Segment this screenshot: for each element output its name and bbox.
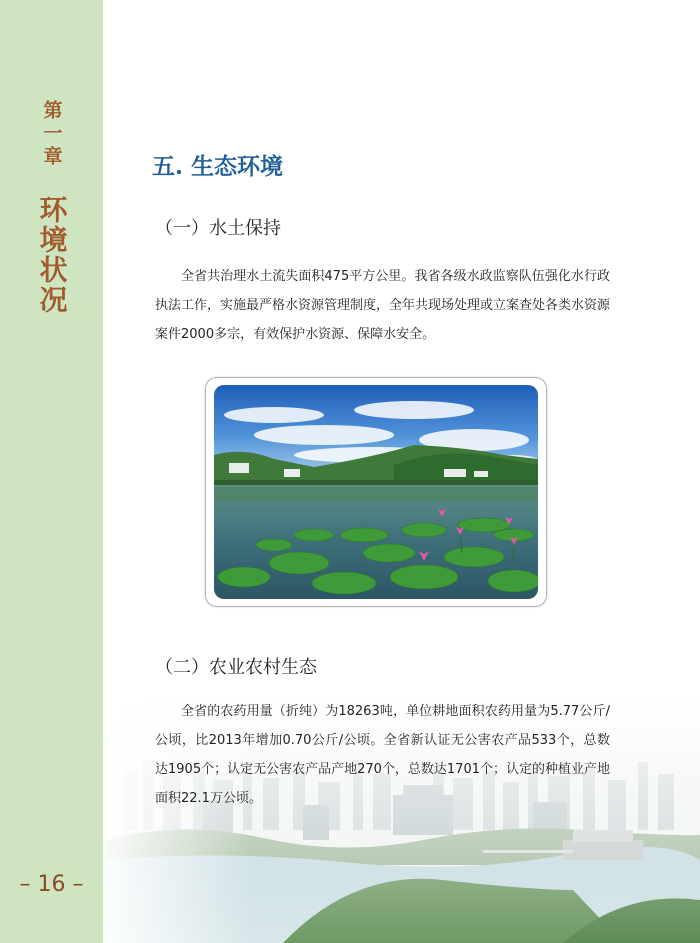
chapter-number: 第一章 <box>40 100 63 169</box>
paragraph-soil-conservation <box>155 262 610 349</box>
lake-photo-frame <box>205 377 547 607</box>
paragraph-text: 全省的农药用量（折纯）为18263吨，单位耕地面积农药用量为5.77公斤/公顷，比2013年增加0.70公斤/公顷。全省新认证无公害农产品533个，总数达1905个；认定无公害农产品产地270个，总数达1701个；认定的种植业产地面积22.1万公顷。 <box>155 704 610 806</box>
paragraph-text: 全省共治理水土流失面积475平方公里。我省各级水政监察队伍强化水行政执法工作，实施最严格水资源管理制度，全年共现场处理或立案查处各类水资源案件2000多宗，有效保护水资源、保障水安全。 <box>155 269 611 342</box>
section-title: 五. 生态环境 <box>152 153 284 180</box>
lake-lotus-photo <box>214 385 538 599</box>
chapter-label <box>0 100 103 315</box>
chapter-title: 环境状况 <box>35 195 69 315</box>
page-number: – 16 – <box>19 872 84 897</box>
subsection-heading-soil-conservation: （一）水土保持 <box>155 218 281 239</box>
paragraph-agriculture <box>155 697 610 813</box>
subsection-heading-agriculture: （二）农业农村生态 <box>155 657 317 678</box>
